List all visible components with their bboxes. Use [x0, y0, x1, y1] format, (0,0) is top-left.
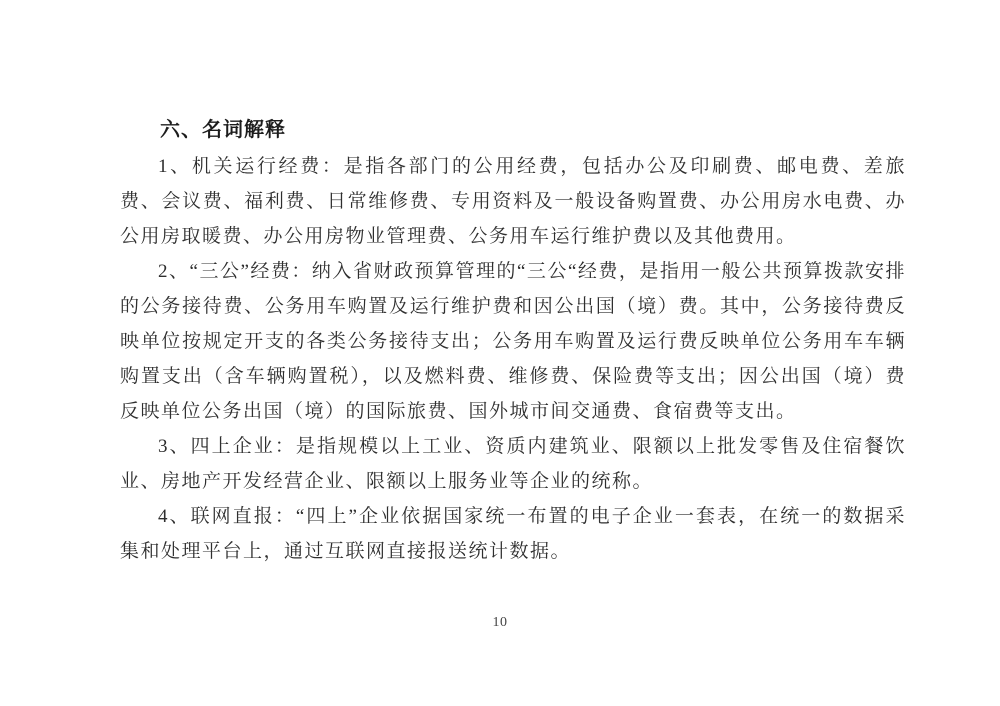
section-heading: 六、名词解释 [160, 119, 286, 141]
paragraph-term-4: 4、联网直报：“四上”企业依据国家统一布置的电子企业一套表，在统一的数据采集和处理平台上，通过互联网直接报送统计数据。 [120, 506, 906, 562]
page-number: 10 [492, 615, 508, 630]
paragraph-term-1: 1、机关运行经费：是指各部门的公用经费，包括办公及印刷费、邮电费、差旅费、会议费、福利费、日常维修费、专用资料及一般设备购置费、办公用房水电费、办公用房取暖费、办公用房物业管理费、公务用车运行维护费以及其他费用。 [120, 156, 906, 247]
page-content [120, 112, 906, 569]
paragraph-term-3: 3、四上企业：是指规模以上工业、资质内建筑业、限额以上批发零售及住宿餐饮业、房地产开发经营企业、限额以上服务业等企业的统称。 [120, 436, 906, 492]
paragraph-term-2: 2、“三公”经费：纳入省财政预算管理的“三公“经费，是指用一般公共预算拨款安排的公务接待费、公务用车购置及运行维护费和因公出国（境）费。其中，公务接待费反映单位按规定开支的各类公务接待支出；公务用车购置及运行费反映单位公务用车车辆购置支出（含车辆购置税），以及燃料费、维修费、保险费等支出；因公出国（境）费反映单位公务出国（境）的国际旅费、国外城市间交通费、食宿费等支出。 [120, 261, 906, 422]
